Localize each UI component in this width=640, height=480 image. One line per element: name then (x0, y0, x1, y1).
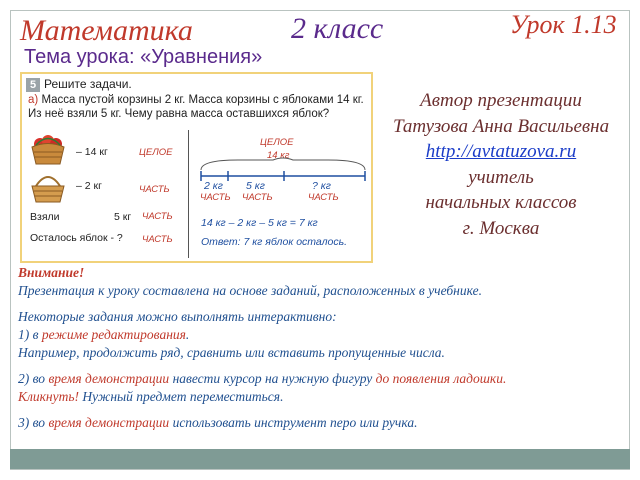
author-role-detail: начальных классов (425, 192, 577, 213)
equation: 14 кг – 2 кг – 5 кг = 7 кг (201, 217, 318, 229)
notes-interactive: Некоторые задания можно выполнять интерактивно: (18, 309, 337, 324)
answer: Ответ: 7 кг яблок осталось. (201, 236, 348, 248)
row-empty-basket: – 2 кг (76, 180, 102, 192)
row-left-tag: ЧАСТЬ (142, 234, 173, 245)
row-left-label: Осталось яблок - ? (30, 232, 123, 244)
basket-with-apples-icon (28, 132, 68, 166)
edit-mode-text: режиме редактирования (41, 327, 186, 342)
author-city: г. Москва (462, 217, 540, 239)
row-taken-label: Взяли (30, 211, 60, 223)
subject-title: Математика (20, 14, 193, 47)
row-empty-tag: ЧАСТЬ (139, 184, 170, 195)
notes-item1: 1) в режиме редактирования. (18, 327, 190, 342)
author-name: Татузова Анна Васильевна (392, 115, 610, 137)
notes-item2: 2) во время демонстрации навести курсор на нужную фигуру до появления ладошки. (18, 371, 507, 386)
attention-heading: Внимание! (18, 265, 85, 280)
diagram-part3-tag: ЧАСТЬ (308, 192, 339, 203)
task-divider (188, 130, 189, 258)
notes-example: Например, продолжить ряд, сравнить или вставить пропущенные числа. (18, 345, 445, 360)
notes-block (18, 264, 618, 432)
row-full-tag: ЦЕЛОЕ (139, 147, 173, 158)
diagram-whole-value: 14 кг (267, 150, 290, 161)
diagram-part2-value: 5 кг (246, 180, 265, 192)
author-role: учитель (468, 166, 534, 188)
diagram-part3-value: ? кг (312, 180, 331, 192)
diagram-part1-tag: ЧАСТЬ (200, 192, 231, 203)
author-link[interactable]: http://avtatuzova.ru (425, 141, 577, 162)
task-heading: Решите задачи. (44, 77, 132, 91)
whole-brace (201, 158, 365, 170)
task-number: 5 (26, 78, 40, 92)
lesson-number: Урок 1.13 (510, 10, 617, 39)
footer-bar (10, 449, 630, 469)
empty-basket-icon (28, 170, 68, 204)
author-block (378, 88, 624, 241)
notes-intro: Презентация к уроку составлена на основе заданий, расположенных в учебнике. (18, 283, 482, 298)
grade-title: 2 класс (291, 12, 384, 45)
diagram-part1-value: 2 кг (204, 180, 223, 192)
task-text (28, 93, 368, 121)
row-taken-value: 5 кг (114, 211, 132, 223)
notes-item3: 3) во время демонстрации использовать инструмент перо или ручка. (18, 415, 418, 430)
row-full-basket: – 14 кг (76, 146, 108, 158)
notes-click: Кликнуть! Нужный предмет переместиться. (18, 389, 284, 404)
task-image (20, 72, 373, 263)
task-problem-text: Масса пустой корзины 2 кг. Масса корзины с яблоками 14 кг. Из неё взяли 5 кг. Чему равна масса оставшихся яблок? (28, 94, 364, 120)
author-caption: Автор презентации (420, 90, 582, 111)
task-part-label: а) (28, 94, 39, 106)
segment-diagram (198, 156, 368, 186)
lesson-topic: Тема урока: «Уравнения» (24, 46, 263, 68)
diagram-whole-label: ЦЕЛОЕ (260, 137, 294, 148)
row-taken-tag: ЧАСТЬ (142, 211, 173, 222)
diagram-part2-tag: ЧАСТЬ (242, 192, 273, 203)
